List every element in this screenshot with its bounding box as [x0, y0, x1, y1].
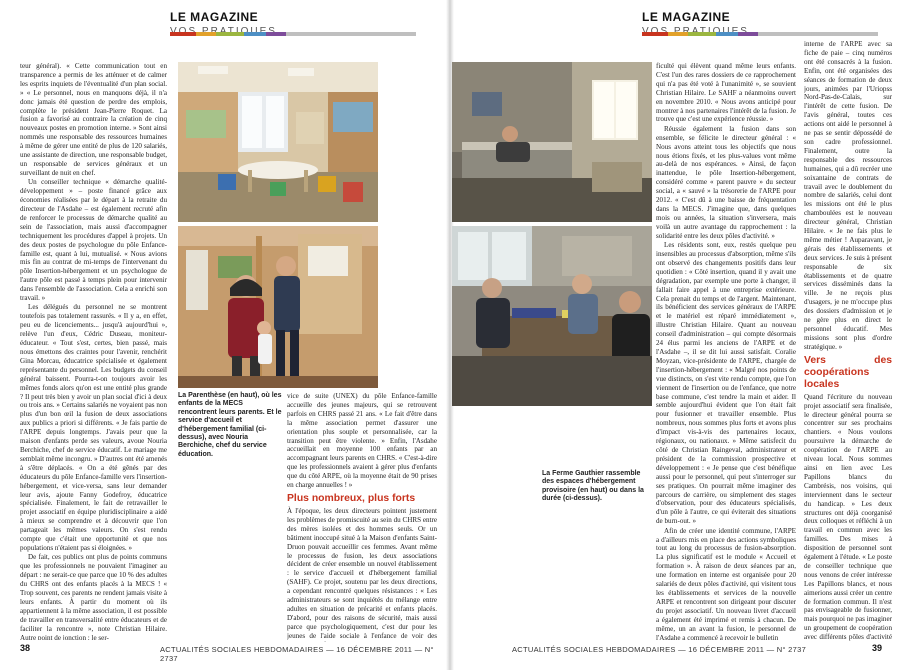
- paragraph: Réussie également la fusion dans son ensemble, se félicite le directeur général : « Nous avons atteint tous les objectifs que nous nous étions fixés, et les plus-values vont même au-delà de nos espérances. » Ainsi, de façon inattendue, le pôle Insertion-hébergement, considéré comme « parent pauvre » du secteur social, a « sauvé » la trésorerie de l'ARPE pour 2012. « C'est dû à une baisse de fréquentation dans la MECS. J'imagine que, dans quelques mois ou années, la situation s'inversera, mais voilà un autre avantage du rapprochement : la solidarité entre les deux pôles d'activité. »: [656, 124, 796, 240]
- section-heading: Plus nombreux, plus forts: [287, 492, 416, 504]
- page-number-left: 38: [20, 643, 31, 653]
- right-photo-caption: [542, 470, 652, 504]
- paragraph: Afin de créer une identité commune, l'ARPE a d'ailleurs mis en place des actions symboliques tout au long du processus de fusion-absorption. La plus significatif est le module « Accueil et formation ». À raison de deux séances par an, une formation en interne est organisée pour 20 salariés de deux pôles d'activité, qui visitent tous les établissements et services de la nouvelle ARPE et rencontrent son dirigeant pour discuter du projet associatif. Un nouveau livret d'accueil a également été imprimé et remis à chacun. De même, un an avant la fusion, le personnel de l'Asdahe a commencé à recevoir le bulletin: [656, 526, 796, 642]
- paragraph: Les délégués du personnel ne se montrent toutefois pas totalement rassurés. « Il y a, en effet, peu eu de licenciements... jusqu'à aujourd'hui », relève l'un d'eux, Cédric Duseau, moniteur-éducateur. « Tout s'est, certes, bien passé, mais nous émettons des craintes pour l'avenir, renchérit Gina Morcau, éducatrice spécialisée et également représentante du personnel. Les budgets du conseil général baissent. Pourra-t-on toujours avoir les mêmes fonds alors qu'on est une entité plus grande ? Il peut très bien y avoir un plan social d'ici à deux ou trois ans. » Certains salariés ne voyaient pas non plus d'un bon œil la fusion de deux associations aux publics a priori si différents. « Je fais partie de l'ARPE depuis longtemps. J'avais peur que la maison d'enfants perde ses valeurs, avoue Nouria Berchiche, chef de service éducatif. Le mariage me semblait même incongru. » D'autres ont été amenés à s'être déplacés. « On a été gênés par des éducateurs du pôle Enfance-famille vers l'insertion-hébergement, et vice-versa, sans leur demander leur avis, ajoute Fanny Godefroy, éducatrice spécialisée. Finalement, le fait de retravailler le projet associatif en équipe pluridisciplinaire a aidé à mieux se comprendre et à découvrir que l'on partageait les mêmes valeurs. On s'est rendu compte que c'était une opportunité et que nos populations n'étaient pas si éloignées. »: [20, 303, 167, 552]
- paragraph: De fait, ces publics ont plus de points communs que les professionnels ne pouvaient l'imaginer au départ : ne serait-ce que parce que 10 % des adultes du CHRS ont des enfants placés à la MECS ! « Trop souvent, ces parents ne rendent jamais visite à leurs enfants. À partir du moment où ils appartiennent à la même association, il est possible de travailler en transversalité entre éducateurs et de faciliter la rencontre », note Christian Hilaire. Autre point de jonction : le ser-: [20, 553, 167, 640]
- magazine-title: LE MAGAZINE: [642, 10, 731, 24]
- photo-ferme-gauthier-meeting: [452, 226, 652, 406]
- left-text-column-2: [287, 392, 437, 642]
- paragraph: vice de suite (UNEX) du pôle Enfance-famille accueille des jeunes majeurs, qui se retrouvent parfois en CHRS passé 21 ans. « Le fait d'être dans la même association permet d'assurer une orientation plus souple et personnalisée, car la transition peut être violente. » Enfin, l'Asdahe accueillait en moyenne 100 enfants par an accompagnant leurs parents en CHRS. « C'est-à-dire que les professionnels avaient à gérer plus d'enfants que du côté ARPE, où la moyenne était de 90 prises en charge annuelles ! »: [287, 392, 437, 490]
- photo-sahf-service: [178, 226, 378, 388]
- left-photo-caption: [178, 392, 283, 459]
- page-number-right: 39: [872, 643, 883, 653]
- photo-ferme-gauthier-room: [452, 62, 652, 222]
- caption-text: La Ferme Gauthier rassemble des espaces d'hébergement provisoire (en haut) ou dans la durée (ci-dessus).: [542, 470, 644, 503]
- right-text-column-1: [656, 62, 796, 642]
- paragraph: ficulté qui élèvent quand même leurs enfants. C'est l'un des rares dossiers de ce rapprochement qui n'a pas été voté à l'unanimité », se souvient Christian Hilaire. Le SAHF a néanmoins ouvert en novembre 2010. « Nous avons anticipé pour montrer à nos partenaires l'intérêt de la fusion. Je trouve que c'est une expérience réussie. »: [656, 62, 796, 124]
- color-bars: [170, 32, 416, 36]
- left-text-column-1: [20, 62, 167, 640]
- left-page: [0, 0, 448, 670]
- paragraph: Quand l'écriture du nouveau projet associatif sera finalisée, le directeur général pourra se concentrer sur ses prochains chantiers. « Nous voulons poursuivre la démarche de coopération de l'ARPE au niveau local. Nous sommes ainsi en lien avec Les Papillons blancs du Cambrésis, nos voisins, qui interviennent dans le secteur du handicap. » Les deux structures ont déjà coorganisé deux colloques et réfléchi à un travail en commun avec les familles. Des mises à disposition de personnel sont également à l'étude. « Le poste de conseiller technique que nous venons de créer intéresse Les Papillons blancs, et nous aimerions aussi créer un centre de formation commun. Il n'est pas envisageable de fusionner, mais pourquoi ne pas imaginer un groupement de coopération avec différents pôles d'activité: [804, 392, 892, 642]
- footer-left: ACTUALITÉS SOCIALES HEBDOMADAIRES — 16 DÉCEMBRE 2011 — N° 2737: [160, 645, 434, 663]
- right-text-column-2: [804, 40, 892, 642]
- footer-right: ACTUALITÉS SOCIALES HEBDOMADAIRES — 16 DÉCEMBRE 2011 — N° 2737: [512, 645, 807, 654]
- right-page: [452, 0, 900, 670]
- photo-la-parenthese: [178, 62, 378, 222]
- paragraph: teur général). « Cette communication tout en transparence a permis de les atténuer et de calmer les esprits inquiets de l'éventualité d'un plan social. » « Le personnel, nous en manquons déjà, il n'a donc jamais été question de perdre des emplois, complète le président Jean-Pierre Roquet. La fusion a favorisé au contraire la création de cinq nouveaux postes en promotion interne. » Sont ainsi nommés une responsable des ressources humaines à même de gérer une entité de plus de 120 salariés, une assistante de direction, une responsable budget, un responsable de services généraux et un surveillant de nuit en chef.: [20, 62, 167, 177]
- magazine-title: LE MAGAZINE: [170, 10, 259, 24]
- color-bars: [642, 32, 878, 36]
- paragraph: Un conseiller technique « démarche qualité-développement » – poste financé grâce aux économies réalisées par le départ à la retraite du directeur de l'Asdahe – est également recruté afin de renforcer le processus de démarche qualité au sein de l'association, mais aussi d'accompagner techniquement les procédures d'appel à projets. Un des deux postes de psychologue du pôle Enfance-famille est, quant à lui, mutualisé. « Nous avions mis fin au contrat de mi-temps de l'intervenant du pôle Insertion-hébergement et un psychologue de l'autre pôle est passé à temps plein pour intervenir dans l'ensemble de l'association. Cela a enrichi son travail. »: [20, 178, 167, 303]
- section-heading: Vers des coopérations locales: [804, 354, 892, 390]
- paragraph: Les résidents sont, eux, restés quelque peu insensibles au processus d'absorption, même s'ils ont observé des changements positifs dans leur quotidien : « Côté insertion, quand il y avait une dégradation, par exemple une porte à changer, il fallait faire appel à une entreprise extérieure. Cela prenait du temps et de l'argent. Maintenant, ils bénéficient des services généraux de l'ARPE et le matériel est réparé immédiatement », illustre Christian Hilaire. Quant au nouveau conseil d'administration – qui compte désormais 24 élus parmi les anciens de l'ARPE et de l'Asdahe –, il se dit lui aussi satisfait. Coralie Moyzan, vice-présidente de l'ARPE, chargée de l'insertion-hébergement : « Malgré nos points de vue distincts, on s'est vite rendu compte, que l'on viennent de l'insertion ou de l'enfance, que notre base commune, c'est tendre la main et aider. Il semble aujourd'hui évident que l'on était fait pour fusionner et travailler ensemble. Plus nombreux, nous sommes plus forts et avons plus d'impact vis-à-vis des partenaires locaux, régionaux, ou nationaux. » Même satisfecit du côté de Christian Raingeval, administrateur et président de la commission prospective et développement : « Je pense que c'est bénéfique aussi pour le personnel, qui peut s'interroger sur ses pratiques. On pourrait même imaginer des parcours de carrière, ou simplement des stages d'observation, pour des éducateurs spécialisés, d'un pôle à l'autre, ce qui éviterait des situations de burn-out. »: [656, 241, 796, 526]
- paragraph: interne de l'ARPE avec sa fiche de paie – cinq numéros ont été consacrés à la fusion. Enfin, ont été organisées des séances de formation de deux jours, animées par l'Uriopss Nord-Pas-de-Calais, sur l'intérêt de cette fusion. De l'avis général, toutes ces actions ont aidé le personnel à ne pas se sentir dépossédé de son cadre professionnel. Finalement, outre la responsable des ressources humaines, qui a dû recréer une soixantaine de contrats de travail avec le doublement du nombre de salariés, celui dont les missions ont été le plus chamboulées est le nouveau directeur général, Christian Hilaire. « Je ne fais plus le même métier ! Auparavant, je gérais des établissements et deux services. Je suis à présent responsable de six établissements et de quatre services disséminés dans la ville. Je ne reçois plus d'usagers, je ne m'occupe plus des dossiers d'admission et je ne gère plus en direct le personnel éducatif. Mes missions sont plus d'ordre stratégique. »: [804, 40, 892, 351]
- caption-text: La Parenthèse (en haut), où les enfants de la MECS rencontrent leurs parents. Et le service d'accueil et d'hébergement familial (ci-dessus), avec Nouria Berchiche, chef du service éducation.: [178, 392, 282, 458]
- paragraph: À l'époque, les deux directeurs pointent justement les problèmes de promiscuité au sein du CHRS entre des mères isolées et des hommes seuls. Or un bâtiment inoccupé situé à la Maison d'enfants Saint-Druon pouvait accueillir ces femmes. Avant même le processus de fusion, les deux associations décident de créer ensemble un nouvel établissement : le service d'accueil et d'hébergement familial (SAHF). Ce projet, soutenu par les deux directions, a cependant rencontré quelques résistances : « Les administrateurs se sont inquiétés du mélange entre adultes en situation de précarité et enfants placés. D'abord, pour des raisons de sécurité, mais aussi parce que psychologiquement, c'est dur pour les jeunes de l'aide sociale à l'enfance de voir des: [287, 506, 437, 640]
